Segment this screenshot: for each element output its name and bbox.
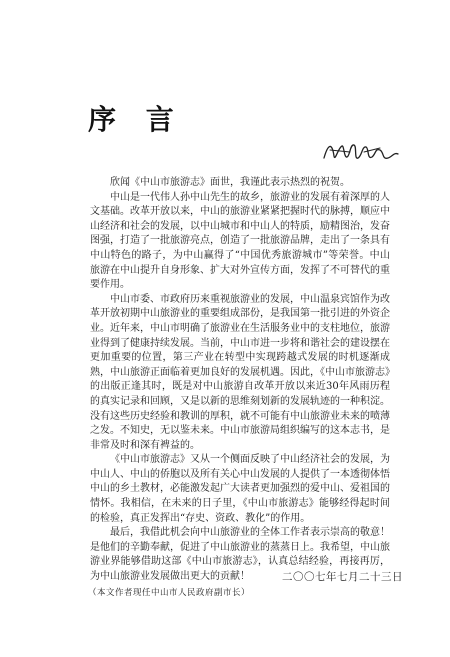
paragraph-1: 欣闻《中山市旅游志》面世，我谨此表示热烈的祝贺。	[110, 177, 350, 188]
preface-body	[90, 176, 390, 585]
paragraph-5: 最后，我借此机会向中山旅游业的全体工作者表示崇高的敬意！是他们的辛勤奉献，促进了中山旅游业的蒸蒸日上。我希望，中山旅游业界能够借助这部《中山市旅游志》，认真总结经验，再接再厉，为中山旅游业发展做出更大的贡献！	[90, 527, 390, 583]
handwritten-signature	[320, 138, 400, 168]
paragraph-2: 中山是一代伟人孙中山先生的故乡，旅游业的发展有着深厚的人文基础。改革开放以来，中山的旅游业紧紧把握时代的脉搏，顺应中山经济和社会的发展，以中山城市和中山人的特质，励精图治，发奋图强，打造了一批旅游亮点，创造了一批旅游品牌，走出了一条具有中山特色的路子，为中山赢得了“中国优秀旅游城市”等荣誉。中山旅游在中山提升自身形象、扩大对外宣传方面，发挥了不可替代的重要作用。	[90, 191, 390, 291]
preface-title: 序 言	[88, 103, 184, 136]
paragraph-3: 中山市委、市政府历来重视旅游业的发展，中山温泉宾馆作为改革开放初期中山旅游业的重要组成部份，是我国第一批引进的外资企业。近年来，中山市明确了旅游业在生活服务业中的支柱地位，旅游业得到了健康持续发展。当前，中山市进一步将和谐社会的建设摆在更加重要的位置，第三产业在转型中实现跨越式发展的时机逐渐成熟，中山旅游正面临着更加良好的发展机遇。因此，《中山市旅游志》的出版正逢其时，既是对中山旅游自改革开放以来近30年风雨历程的真实记录和回顾，又是以新的思维刻划新的发展轨迹的一种积淀。没有这些历史经验和教训的厚积，就不可能有中山旅游业未来的喷薄之发。不知史，无以鉴未来。中山市旅游局组织编写的这本志书，是非常及时和深有裨益的。	[90, 293, 390, 451]
paragraph-4: 《中山市旅游志》又从一个侧面反映了中山经济社会的发展，为中山人、中山的侨胞以及所有关心中山发展的人提供了一本透彻体悟中山的乡土教材，必能激发起广大读者更加强烈的爱中山、爱祖国的情怀。我相信，在未来的日子里，《中山市旅游志》能够经得起时间的检验，真正发挥出“存史、资政、教化”的作用。	[90, 454, 390, 524]
author-note: （本文作者现任中山市人民政府副市长）	[88, 588, 251, 598]
preface-date: 二〇〇七年七月二十三日	[282, 571, 403, 583]
